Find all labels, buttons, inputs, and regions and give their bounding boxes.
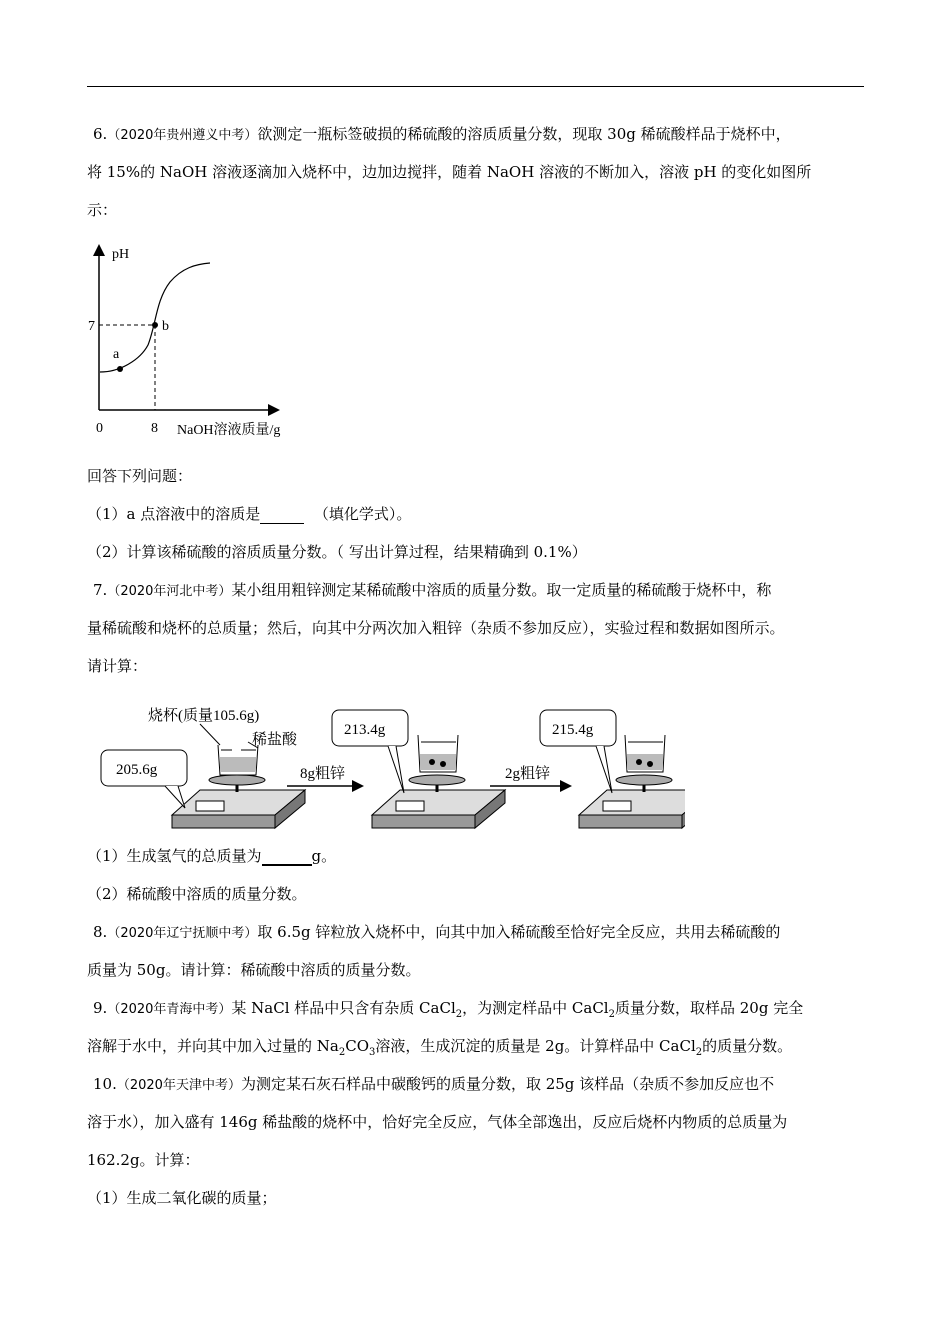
- q10-line-3: 162.2g。计算：: [87, 1151, 200, 1169]
- acid-label: 稀盐酸: [252, 732, 298, 748]
- q7-source: （2020年河北中考）: [107, 584, 232, 599]
- reading-1: 205.6g: [116, 762, 158, 778]
- q7-sub1: （1）生成氢气的总质量为 g。: [87, 847, 337, 865]
- q10-source: （2020年天津中考）: [116, 1078, 241, 1093]
- q9-number: 9.: [93, 999, 108, 1017]
- q7-line-2: 量稀硫酸和烧杯的总质量；然后，向其中分两次加入粗锌（杂质不参加反应），实验过程和数据如图所示。: [87, 619, 785, 637]
- q7-number: 7.: [93, 581, 108, 599]
- origin-label: 0: [96, 421, 103, 436]
- balance-diagram: [95, 696, 685, 836]
- x-tick-8: 8: [151, 421, 158, 436]
- q10-line-1: 10.（2020年天津中考）为测定某石灰石样品中碳酸钙的质量分数，取 25g 该样品（杂质不参加反应也不: [93, 1075, 775, 1093]
- q7-line-3: 请计算：: [87, 657, 148, 675]
- q10-line-2: 溶于水），加入盛有 146g 稀盐酸的烧杯中，恰好完全反应，气体全部逸出，反应后烧杯内物质的总质量为: [87, 1113, 788, 1131]
- x-axis-label: NaOH溶液质量/g: [177, 423, 281, 438]
- q6-answer-blank: [260, 523, 304, 524]
- q10-number: 10.: [93, 1075, 117, 1093]
- q9-line-1: 9.（2020年青海中考）某 NaCl 样品中只含有杂质 CaCl$_2$，为测定样品中 CaCl$_2$质量分数，取样品 20g 完全: [93, 999, 804, 1020]
- arrow-1-label: 8g粗锌: [300, 766, 346, 782]
- ph-curve-graph: [80, 238, 320, 443]
- q8-source: （2020年辽宁抚顺中考）: [107, 926, 258, 941]
- reading-2: 213.4g: [344, 722, 386, 738]
- arrow-2-label: 2g粗锌: [505, 766, 551, 782]
- scale-1: [172, 745, 305, 828]
- q6-line-1: 6.（2020年贵州遵义中考）欲测定一瓶标签破损的稀硫酸的溶质质量分数，现取 30g 稀硫酸样品于烧杯中，: [93, 125, 791, 143]
- q7-sub2: （2）稀硫酸中溶质的质量分数。: [87, 885, 307, 903]
- q6-source: （2020年贵州遵义中考）: [107, 128, 258, 143]
- q6-intro: 回答下列问题：: [87, 467, 193, 485]
- q8-number: 8.: [93, 923, 108, 941]
- beaker-leader-1: [200, 724, 220, 745]
- beaker-label: 烧杯(质量105.6g): [148, 708, 260, 724]
- point-b-label: b: [162, 319, 169, 334]
- q9-line-2: 溶解于水中，并向其中加入过量的 $Na_2CO_3$溶液，生成沉淀的质量是 2g。计算样品中 CaCl$_2$的质量分数。: [87, 1037, 793, 1058]
- q6-number: 6.: [93, 125, 108, 143]
- point-a-label: a: [113, 347, 120, 362]
- q6-sub1: （1）a 点溶液中的溶质是 （填化学式）。: [87, 505, 412, 523]
- q8-line-2: 质量为 50g。请计算：稀硫酸中溶质的质量分数。: [87, 961, 421, 979]
- point-a-marker: [117, 366, 123, 372]
- q9-source: （2020年青海中考）: [107, 1002, 232, 1017]
- scale-3: [579, 735, 685, 828]
- y-tick-7: 7: [88, 319, 95, 334]
- q6-line-3: 示：: [87, 201, 118, 219]
- point-b-marker: [152, 322, 158, 328]
- q6-sub2: （2）计算该稀硫酸的溶质质量分数。（ 写出计算过程，结果精确到 0.1%）: [87, 543, 587, 561]
- y-axis-label: pH: [112, 247, 130, 262]
- q7-answer-blank: [262, 864, 312, 866]
- q7-line-1: 7.（2020年河北中考）某小组用粗锌测定某稀硫酸中溶质的质量分数。取一定质量的稀硫酸于烧杯中，称: [93, 581, 772, 599]
- header-rule: [87, 86, 864, 87]
- q10-sub1: （1）生成二氧化碳的质量；: [87, 1189, 277, 1207]
- reading-3: 215.4g: [552, 722, 594, 738]
- q6-line-2: 将 15%的 NaOH 溶液逐滴加入烧杯中，边加边搅拌，随着 NaOH 溶液的不断加入，溶液 pH 的变化如图所: [87, 163, 812, 181]
- q8-line-1: 8.（2020年辽宁抚顺中考）取 6.5g 锌粒放入烧杯中，向其中加入稀硫酸至恰好完全反应，共用去稀硫酸的: [93, 923, 781, 941]
